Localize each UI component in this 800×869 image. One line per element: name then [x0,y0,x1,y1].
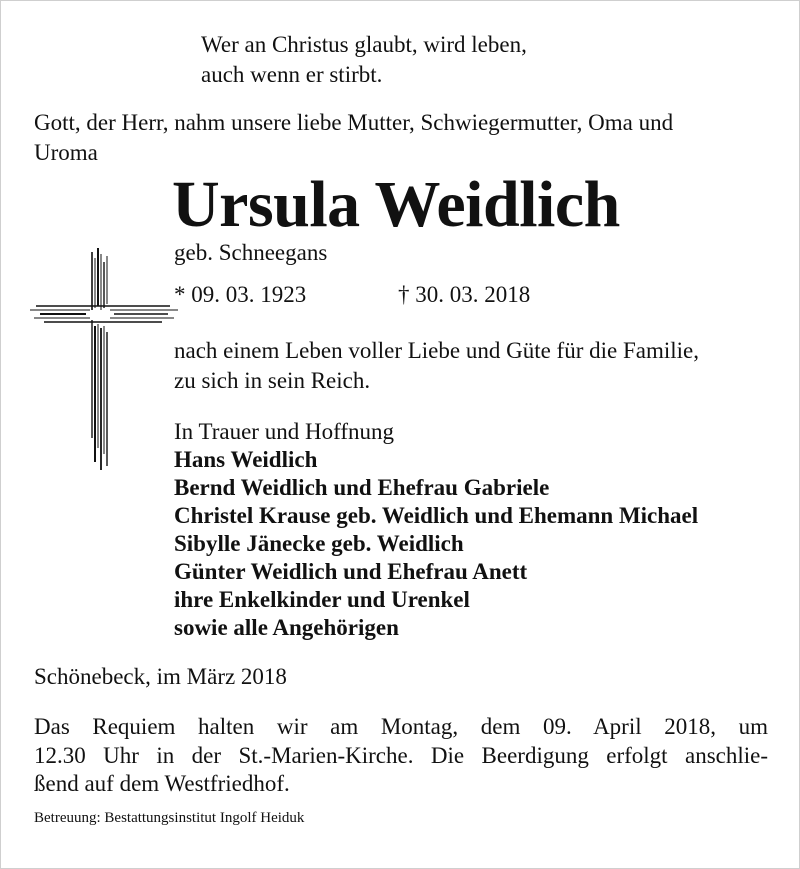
deceased-name: Ursula Weidlich [172,168,620,241]
intro-line: Gott, der Herr, nahm unsere liebe Mutter, Schwiegermutter, Oma und [34,110,674,135]
mourner-name: sowie alle Angehörigen [174,615,399,640]
requiem-line: 12.30 Uhr in der St.-Marien-Kirche. Die Beerdigung erfolgt anschlie- [34,742,768,768]
place-date: Schönebeck, im März 2018 [34,664,287,689]
bible-verse [201,30,527,90]
funeral-home-credit: Betreuung: Bestattungsinstitut Ingolf Heiduk [34,810,305,826]
mourner-name: Günter Weidlich und Ehefrau Anett [174,559,528,584]
intro-line: Uroma [34,140,98,165]
mourner-name: Bernd Weidlich und Ehefrau Gabriele [174,475,550,500]
verse-line: Wer an Christus glaubt, wird leben, [201,32,527,57]
mourner-name: ihre Enkelkinder und Urenkel [174,587,470,612]
birth-date: * 09. 03. 1923 [174,282,307,307]
life-line: nach einem Leben voller Liebe und Güte für die Familie, [174,338,699,363]
death-date: † 30. 03. 2018 [398,282,531,307]
life-line: zu sich in sein Reich. [174,368,371,393]
cross-icon [30,248,180,470]
maiden-name: geb. Schneegans [174,240,328,265]
mourner-name: Christel Krause geb. Weidlich und Ehemann Michael [174,503,699,528]
requiem-line: ßend auf dem Westfriedhof. [34,771,290,796]
verse-line: auch wenn er stirbt. [201,62,383,87]
mourners-heading: In Trauer und Hoffnung [174,419,394,444]
mourner-name: Hans Weidlich [174,447,318,472]
life-text [174,336,774,396]
intro-text [34,108,770,168]
mourner-name: Sibylle Jänecke geb. Weidlich [174,531,464,556]
mourners-block [174,418,784,642]
requiem-line: Das Requiem halten wir am Montag, dem 09. April 2018, um [34,714,768,739]
requiem-notice [34,713,768,799]
